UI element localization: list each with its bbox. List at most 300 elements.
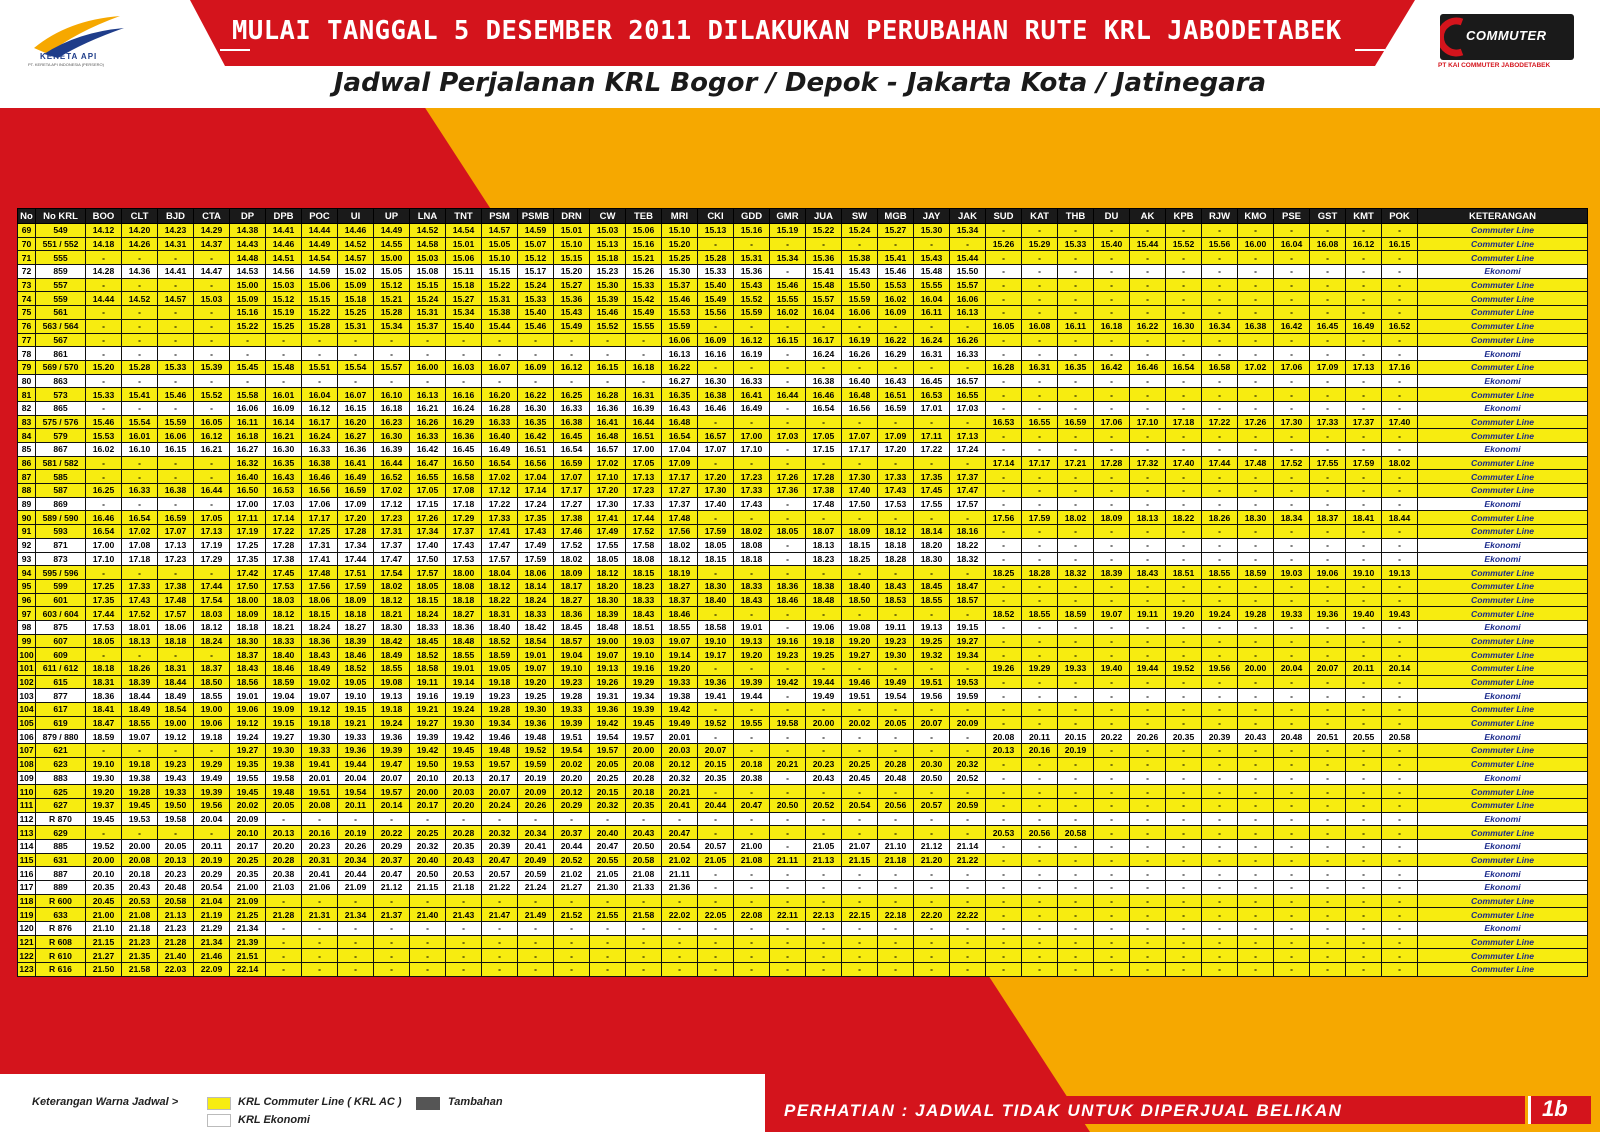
row-keterangan: Commuter Line [1418, 894, 1588, 908]
table-cell: 16.08 [1022, 319, 1058, 333]
table-cell: - [842, 703, 878, 717]
table-cell: 16.12 [734, 333, 770, 347]
table-cell: 19.13 [374, 689, 410, 703]
table-cell: 20.11 [194, 839, 230, 853]
table-cell: - [806, 922, 842, 936]
table-cell: 15.33 [518, 292, 554, 306]
table-cell: 21.23 [158, 922, 194, 936]
table-cell: 17.44 [338, 552, 374, 566]
table-cell: - [86, 826, 122, 840]
table-cell: - [122, 251, 158, 265]
table-cell: - [1310, 224, 1346, 238]
table-cell: 16.40 [482, 429, 518, 443]
table-cell: - [878, 703, 914, 717]
column-header: TNT [446, 209, 482, 224]
table-cell: 627 [36, 798, 86, 812]
table-cell: 16.46 [698, 401, 734, 415]
table-cell: - [122, 374, 158, 388]
table-cell: - [1382, 785, 1418, 799]
table-cell: - [986, 798, 1022, 812]
table-cell: - [590, 374, 626, 388]
table-cell: 20.09 [518, 785, 554, 799]
column-header: DRN [554, 209, 590, 224]
table-cell: 19.20 [842, 634, 878, 648]
table-cell: 20.08 [626, 757, 662, 771]
table-cell: 88 [18, 484, 36, 498]
table-cell: - [770, 867, 806, 881]
table-cell: 15.00 [374, 251, 410, 265]
table-cell: - [1022, 579, 1058, 593]
table-cell: 21.12 [914, 839, 950, 853]
table-cell: 16.27 [338, 429, 374, 443]
table-cell: 84 [18, 429, 36, 443]
table-cell: 17.41 [302, 552, 338, 566]
table-cell: - [1094, 251, 1130, 265]
table-cell: 71 [18, 251, 36, 265]
table-cell: 17.03 [266, 497, 302, 511]
row-keterangan: Ekonomi [1418, 620, 1588, 634]
table-cell: - [1166, 963, 1202, 977]
table-cell: 17.01 [914, 401, 950, 415]
table-cell: 19.36 [590, 703, 626, 717]
table-cell: 15.28 [302, 319, 338, 333]
table-cell: 19.52 [1166, 662, 1202, 676]
table-cell: - [482, 347, 518, 361]
table-cell: - [374, 935, 410, 949]
table-cell: - [1202, 374, 1238, 388]
table-cell: - [1022, 620, 1058, 634]
table-cell: - [950, 456, 986, 470]
table-cell: - [986, 388, 1022, 402]
table-cell: - [1382, 347, 1418, 361]
table-cell: 17.28 [1094, 456, 1130, 470]
table-cell: 20.43 [122, 881, 158, 895]
table-cell: - [1166, 497, 1202, 511]
table-cell: - [338, 949, 374, 963]
table-cell: - [842, 511, 878, 525]
table-cell: 19.23 [158, 757, 194, 771]
table-cell: - [374, 894, 410, 908]
table-cell: - [266, 812, 302, 826]
table-cell: 20.02 [554, 757, 590, 771]
table-cell: 18.33 [626, 593, 662, 607]
table-cell: 17.59 [518, 552, 554, 566]
table-cell: 21.30 [590, 881, 626, 895]
table-cell: 87 [18, 470, 36, 484]
table-cell: 20.54 [662, 839, 698, 853]
table-cell: 19.07 [122, 730, 158, 744]
table-cell: 18.37 [1310, 511, 1346, 525]
table-cell: 18.37 [230, 648, 266, 662]
table-cell: 20.19 [518, 771, 554, 785]
table-cell: 20.38 [266, 867, 302, 881]
table-cell: 15.40 [446, 319, 482, 333]
table-cell: 18.04 [482, 566, 518, 580]
table-cell: - [842, 867, 878, 881]
table-cell: 19.20 [86, 785, 122, 799]
table-cell: 17.10 [86, 552, 122, 566]
table-cell: 20.37 [374, 853, 410, 867]
table-cell: - [1346, 593, 1382, 607]
table-cell: 19.28 [122, 785, 158, 799]
table-cell: - [194, 497, 230, 511]
table-cell: - [986, 579, 1022, 593]
table-cell: 19.23 [554, 675, 590, 689]
table-cell: 19.45 [446, 744, 482, 758]
table-cell: - [1130, 648, 1166, 662]
table-cell: - [914, 511, 950, 525]
table-cell: 19.39 [554, 716, 590, 730]
table-cell: R 876 [36, 922, 86, 936]
table-cell: 111 [18, 798, 36, 812]
table-cell: - [986, 292, 1022, 306]
table-cell: - [1130, 785, 1166, 799]
table-cell: - [1022, 429, 1058, 443]
column-header: UP [374, 209, 410, 224]
table-cell: 18.43 [302, 648, 338, 662]
table-cell: - [770, 237, 806, 251]
table-row [18, 771, 1588, 785]
row-keterangan: Ekonomi [1418, 771, 1588, 785]
table-cell: 17.00 [86, 538, 122, 552]
table-header-row [18, 209, 1588, 224]
table-cell: 16.18 [230, 429, 266, 443]
table-cell: 16.35 [518, 415, 554, 429]
row-keterangan: Commuter Line [1418, 744, 1588, 758]
table-cell: 20.07 [698, 744, 734, 758]
table-cell: - [1202, 470, 1238, 484]
table-row [18, 333, 1588, 347]
table-cell: 17.58 [626, 538, 662, 552]
table-cell: 17.17 [302, 511, 338, 525]
table-cell: - [1310, 593, 1346, 607]
table-cell: 17.37 [950, 470, 986, 484]
table-cell: 18.46 [266, 662, 302, 676]
table-cell: 21.25 [230, 908, 266, 922]
table-cell: 96 [18, 593, 36, 607]
table-row [18, 566, 1588, 580]
table-cell: 17.14 [266, 511, 302, 525]
table-cell: 579 [36, 429, 86, 443]
table-cell: - [1166, 703, 1202, 717]
table-cell: - [1058, 333, 1094, 347]
table-cell: 17.43 [518, 525, 554, 539]
table-cell: - [950, 935, 986, 949]
table-cell: - [734, 319, 770, 333]
table-cell: 19.43 [1382, 607, 1418, 621]
table-cell: - [86, 347, 122, 361]
table-cell: - [986, 333, 1022, 347]
table-cell: 18.49 [158, 689, 194, 703]
table-cell: 15.11 [446, 265, 482, 279]
row-keterangan: Commuter Line [1418, 251, 1588, 265]
table-cell: 16.51 [518, 443, 554, 457]
table-cell: 20.44 [338, 867, 374, 881]
table-cell: 17.27 [554, 497, 590, 511]
table-cell: - [878, 894, 914, 908]
table-cell: 19.58 [770, 716, 806, 730]
table-cell: - [518, 374, 554, 388]
column-header: CKI [698, 209, 734, 224]
row-keterangan: Commuter Line [1418, 278, 1588, 292]
column-header: AK [1130, 209, 1166, 224]
table-cell: - [1202, 251, 1238, 265]
table-cell: - [1130, 922, 1166, 936]
table-cell: - [950, 415, 986, 429]
table-cell: - [590, 963, 626, 977]
table-cell: 18.39 [590, 607, 626, 621]
table-cell: - [554, 812, 590, 826]
table-cell: 18.59 [86, 730, 122, 744]
table-cell: 19.29 [194, 757, 230, 771]
table-cell: - [1238, 785, 1274, 799]
table-cell: - [590, 922, 626, 936]
table-cell: R 616 [36, 963, 86, 977]
table-cell: 20.57 [698, 839, 734, 853]
table-cell: - [1202, 429, 1238, 443]
table-cell: 18.33 [410, 620, 446, 634]
table-cell: - [842, 319, 878, 333]
table-cell: 19.55 [734, 716, 770, 730]
table-cell: - [1274, 812, 1310, 826]
table-cell: - [1346, 579, 1382, 593]
table-cell: - [914, 319, 950, 333]
table-cell: - [1022, 306, 1058, 320]
table-cell: 15.53 [662, 306, 698, 320]
table-cell: - [806, 812, 842, 826]
table-cell: 75 [18, 306, 36, 320]
table-cell: 17.44 [1202, 456, 1238, 470]
table-cell: - [194, 401, 230, 415]
table-cell: - [1382, 538, 1418, 552]
table-cell: 21.22 [482, 881, 518, 895]
table-cell: - [1202, 867, 1238, 881]
table-cell: - [842, 744, 878, 758]
table-cell: 18.08 [446, 579, 482, 593]
table-cell: - [950, 566, 986, 580]
table-cell: 21.07 [842, 839, 878, 853]
table-cell: 21.40 [410, 908, 446, 922]
table-cell: 15.59 [842, 292, 878, 306]
table-cell: - [1346, 963, 1382, 977]
table-cell: - [1130, 908, 1166, 922]
table-cell: 19.33 [302, 744, 338, 758]
table-cell: - [950, 922, 986, 936]
table-cell: - [1022, 922, 1058, 936]
table-cell: 16.52 [1382, 319, 1418, 333]
table-cell: 15.49 [626, 306, 662, 320]
table-cell: 17.17 [662, 470, 698, 484]
table-cell: - [1094, 963, 1130, 977]
table-cell: 20.50 [410, 867, 446, 881]
table-cell: 867 [36, 443, 86, 457]
table-cell: 20.53 [446, 867, 482, 881]
table-cell: 18.52 [986, 607, 1022, 621]
table-cell: 883 [36, 771, 86, 785]
table-cell: - [878, 949, 914, 963]
table-cell: 19.54 [878, 689, 914, 703]
row-keterangan: Commuter Line [1418, 333, 1588, 347]
table-cell: 15.24 [842, 224, 878, 238]
table-cell: 20.19 [1058, 744, 1094, 758]
table-cell: - [1094, 429, 1130, 443]
table-cell: 19.10 [338, 689, 374, 703]
table-cell: - [1238, 812, 1274, 826]
table-cell: 17.46 [554, 525, 590, 539]
table-cell: 20.29 [554, 798, 590, 812]
table-cell: - [1094, 292, 1130, 306]
table-cell: 21.02 [554, 867, 590, 881]
table-cell: - [1274, 798, 1310, 812]
table-cell: 21.51 [230, 949, 266, 963]
table-cell: 18.43 [230, 662, 266, 676]
table-cell: - [770, 552, 806, 566]
table-cell: - [1346, 538, 1382, 552]
table-cell: - [1130, 401, 1166, 415]
table-cell: - [554, 347, 590, 361]
table-cell: 19.51 [914, 675, 950, 689]
table-cell: 14.41 [158, 265, 194, 279]
table-cell: 16.33 [554, 401, 590, 415]
table-cell: 19.50 [410, 757, 446, 771]
table-cell: - [1202, 881, 1238, 895]
table-cell: 17.26 [1238, 415, 1274, 429]
table-cell: 15.22 [806, 224, 842, 238]
table-cell: - [338, 374, 374, 388]
table-cell: 19.41 [302, 757, 338, 771]
table-cell: 21.10 [86, 922, 122, 936]
table-cell: 18.13 [1130, 511, 1166, 525]
table-cell: 114 [18, 839, 36, 853]
table-cell: - [338, 963, 374, 977]
table-cell: 18.05 [698, 538, 734, 552]
table-row [18, 278, 1588, 292]
table-cell: - [986, 278, 1022, 292]
table-cell: 18.58 [698, 620, 734, 634]
table-cell: 16.48 [590, 429, 626, 443]
table-cell: 15.19 [770, 224, 806, 238]
table-cell: 19.43 [158, 771, 194, 785]
table-cell: 15.42 [626, 292, 662, 306]
table-cell: 20.48 [878, 771, 914, 785]
table-cell: - [1058, 634, 1094, 648]
table-cell: 19.08 [374, 675, 410, 689]
table-cell: 16.41 [338, 456, 374, 470]
table-cell: 15.12 [518, 251, 554, 265]
table-cell: - [1382, 484, 1418, 498]
column-header: BOO [86, 209, 122, 224]
table-cell: 17.13 [626, 470, 662, 484]
table-cell: 20.52 [806, 798, 842, 812]
table-cell: - [1166, 429, 1202, 443]
table-row [18, 538, 1588, 552]
table-cell: 16.59 [878, 401, 914, 415]
table-cell: 18.09 [230, 607, 266, 621]
table-cell: - [1346, 853, 1382, 867]
table-cell: - [554, 935, 590, 949]
table-cell: - [194, 470, 230, 484]
table-cell: 15.49 [698, 292, 734, 306]
table-cell: 18.19 [662, 566, 698, 580]
table-cell: - [986, 853, 1022, 867]
table-cell: - [1022, 251, 1058, 265]
table-cell: 607 [36, 634, 86, 648]
table-row [18, 867, 1588, 881]
table-cell: - [1166, 826, 1202, 840]
table-cell: 19.15 [950, 620, 986, 634]
table-cell: 19.20 [518, 675, 554, 689]
table-cell: 16.41 [734, 388, 770, 402]
table-cell: 18.05 [590, 552, 626, 566]
table-cell: - [302, 333, 338, 347]
table-cell: - [86, 744, 122, 758]
table-cell: - [338, 347, 374, 361]
row-keterangan: Commuter Line [1418, 292, 1588, 306]
table-cell: 20.13 [446, 771, 482, 785]
table-cell: 17.25 [230, 538, 266, 552]
table-cell: 16.56 [518, 456, 554, 470]
table-cell: - [1022, 347, 1058, 361]
table-cell: 20.03 [662, 744, 698, 758]
legend-label-tambahan: Tambahan [448, 1096, 503, 1108]
table-cell: - [986, 443, 1022, 457]
table-cell: - [986, 347, 1022, 361]
table-cell: - [698, 703, 734, 717]
table-cell: 17.18 [122, 552, 158, 566]
table-cell: - [1274, 963, 1310, 977]
table-cell: 21.08 [626, 867, 662, 881]
table-cell: 20.58 [1058, 826, 1094, 840]
table-cell: 16.51 [878, 388, 914, 402]
table-cell: 21.55 [590, 908, 626, 922]
table-cell: - [878, 730, 914, 744]
table-cell: - [734, 935, 770, 949]
table-cell: 19.42 [770, 675, 806, 689]
table-cell: 17.30 [698, 484, 734, 498]
table-cell: R 608 [36, 935, 86, 949]
row-keterangan: Commuter Line [1418, 675, 1588, 689]
table-cell: 18.54 [518, 634, 554, 648]
table-cell: 19.42 [446, 730, 482, 744]
table-cell: 18.00 [446, 566, 482, 580]
table-cell: 18.09 [554, 566, 590, 580]
table-cell: 18.18 [446, 593, 482, 607]
table-cell: - [1310, 963, 1346, 977]
table-cell: - [1058, 401, 1094, 415]
table-cell: - [518, 894, 554, 908]
table-cell: - [1022, 716, 1058, 730]
table-cell: 17.04 [518, 470, 554, 484]
table-cell: - [158, 497, 194, 511]
table-cell: 14.49 [302, 237, 338, 251]
table-cell: - [734, 744, 770, 758]
table-cell: 14.53 [230, 265, 266, 279]
table-cell: - [1202, 963, 1238, 977]
table-cell: - [1130, 292, 1166, 306]
table-cell: - [842, 456, 878, 470]
table-cell: 15.03 [590, 224, 626, 238]
table-cell: - [1346, 798, 1382, 812]
table-cell: - [986, 935, 1022, 949]
table-cell: - [770, 935, 806, 949]
table-cell: 18.31 [86, 675, 122, 689]
table-cell: 16.39 [626, 401, 662, 415]
table-cell: - [1202, 224, 1238, 238]
row-keterangan: Ekonomi [1418, 689, 1588, 703]
row-keterangan: Ekonomi [1418, 401, 1588, 415]
table-cell: - [1130, 634, 1166, 648]
commuter-logo-text: COMMUTER [1466, 28, 1547, 43]
